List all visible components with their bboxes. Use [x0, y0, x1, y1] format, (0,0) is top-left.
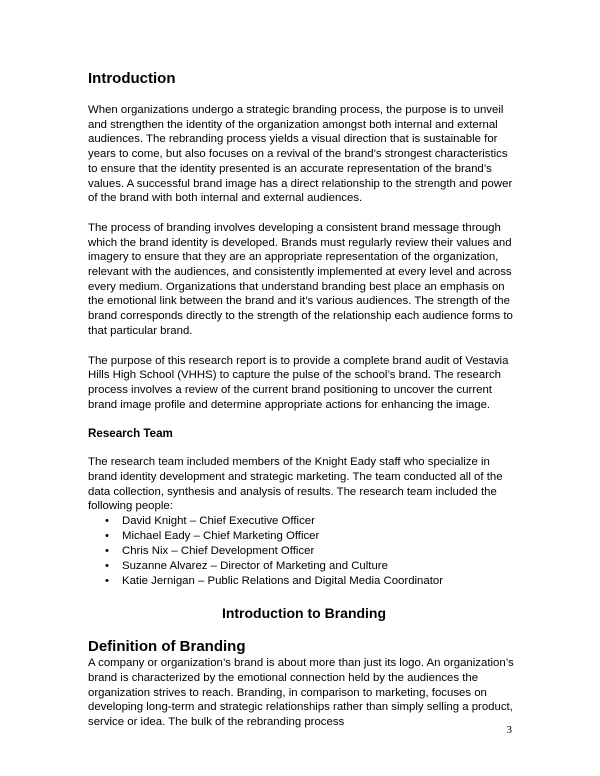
- bullet-icon: •: [105, 560, 109, 573]
- research-team-heading: Research Team: [88, 427, 173, 441]
- intro-to-branding-heading: Introduction to Branding: [221, 605, 387, 622]
- introduction-paragraph-3: The purpose of this research report is to provide a complete brand audit of Vestavia Hills High School (VHHS) to capture the pulse of the school’s brand. The research process involves a review of the current brand positioning to uncover the current brand image profile and determine appropriate actions for enhancing the image.: [88, 354, 509, 411]
- list-item: [88, 574, 520, 589]
- list-item: [88, 514, 520, 529]
- research-team-paragraph: The research team included members of the Knight Eady staff who specialize in brand identity development and strategic marketing. The team conducted all of the data collection, synthesis and analysis of results. The research team included the following people:: [88, 456, 503, 513]
- introduction-paragraph-2: The process of branding involves developing a consistent brand message through which the brand identity is developed. Brands must regularly review their values and imagery to ensure that they are an appropriate representation of the organization, relevant with the audiences, and consistently implemented at every level and across every medium. Organizations that understand branding best place an emphasis on the emotional link between the brand and it’s various audiences. The strength of the brand corresponds directly to the strength of the relationship each audience forms to that particular brand.: [88, 221, 513, 337]
- introduction-heading: Introduction: [88, 70, 176, 87]
- team-member: Suzanne Alvarez – Director of Marketing and Culture: [122, 560, 388, 573]
- team-member: Michael Eady – Chief Marketing Officer: [122, 530, 320, 543]
- bullet-icon: •: [105, 575, 109, 588]
- research-team-list: [88, 514, 520, 589]
- list-item: [88, 544, 520, 559]
- bullet-icon: •: [105, 530, 109, 543]
- introduction-paragraph-1: When organizations undergo a strategic branding process, the purpose is to unveil and strengthen the identity of the organization amongst both internal and external audiences. The rebranding process yields a visual direction that is sustainable for years to come, but also focuses on a revival of the brand’s strongest characteristics to ensure that the identity presented is an accurate representation of the brand’s values. A successful brand image has a direct relationship to the strength and power of the brand with both internal and external audiences.: [88, 104, 513, 205]
- list-item: [88, 529, 520, 544]
- page-content: [88, 70, 520, 745]
- list-item: [88, 559, 520, 574]
- bullet-icon: •: [105, 515, 109, 528]
- definition-paragraph: A company or organization’s brand is about more than just its logo. An organization’s brand is characterized by the emotional connection held by the audiences the organization strives to reach. Branding, in comparison to marketing, focuses on developing long-term and strategic relationships rather than simply selling a product, service or idea. The bulk of the rebranding process: [88, 657, 514, 728]
- team-member: David Knight – Chief Executive Officer: [122, 515, 315, 528]
- team-member: Katie Jernigan – Public Relations and Digital Media Coordinator: [122, 575, 444, 588]
- page-number: 3: [506, 724, 512, 736]
- team-member: Chris Nix – Chief Development Officer: [122, 545, 315, 558]
- bullet-icon: •: [105, 545, 109, 558]
- definition-heading: Definition of Branding: [88, 638, 246, 656]
